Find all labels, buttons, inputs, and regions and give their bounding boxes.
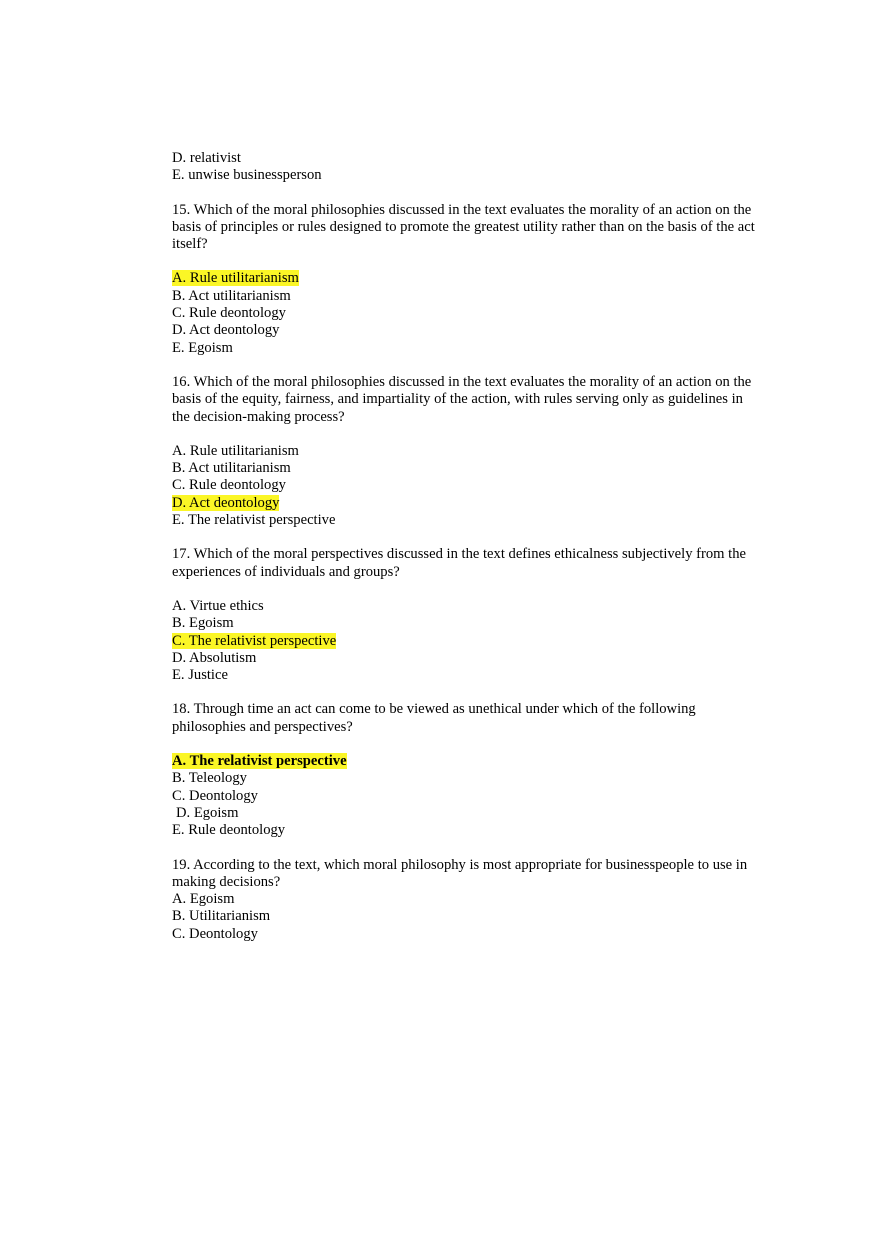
option-carryover-d: D. relativist (172, 150, 241, 166)
option-c: C. Rule deontology (172, 305, 286, 322)
spacer (172, 357, 762, 374)
option-a (172, 753, 762, 770)
spacer (172, 185, 762, 202)
question-text: 16. Which of the moral philosophies discussed in the text evaluates the morality of an action on the basis of the equity, fairness, and impartiality of the action, with rules serving only as guidelines in the decision-making process? (172, 373, 752, 425)
option-d: D. Act deontology (172, 322, 280, 339)
option-d (172, 495, 762, 512)
option-c: C. Rule deontology (172, 477, 286, 494)
highlighted-answer: D. Act deontology (172, 494, 280, 511)
question-text: 15. Which of the moral philosophies discussed in the text evaluates the morality of an action on the basis of principles or rules designed to promote the greatest utility rather than on the basis of the act itself? (172, 201, 755, 253)
option-c: C. Deontology (172, 787, 258, 804)
option-a: A. Rule utilitarianism (172, 442, 299, 459)
question-18 (172, 701, 762, 839)
option-c (172, 633, 762, 650)
spacer (172, 426, 762, 443)
option-b: B. Act utilitarianism (172, 287, 291, 304)
option-e: E. Egoism (172, 339, 233, 356)
option-a: A. Egoism (172, 891, 235, 908)
spacer (172, 253, 762, 270)
spacer (172, 840, 762, 857)
option-b: B. Utilitarianism (172, 908, 271, 925)
option-b: B. Egoism (172, 615, 234, 632)
question-19 (172, 857, 762, 943)
spacer (172, 529, 762, 546)
option-a (172, 270, 762, 287)
highlighted-answer: A. Rule utilitarianism (172, 270, 299, 287)
spacer (172, 581, 762, 598)
question-17 (172, 546, 762, 684)
question-text: 18. Through time an act can come to be viewed as unethical under which of the following philosophies and perspectives? (172, 701, 696, 735)
option-b: B. Act utilitarianism (172, 460, 291, 477)
option-e: E. Justice (172, 667, 228, 684)
option-b: B. Teleology (172, 770, 247, 787)
option-a: A. Virtue ethics (172, 597, 264, 614)
option-c: C. Deontology (172, 925, 258, 942)
highlighted-answer: C. The relativist perspective (172, 632, 337, 649)
question-16 (172, 374, 762, 529)
spacer (172, 684, 762, 701)
option-e: E. The relativist perspective (172, 512, 336, 529)
question-text: 17. Which of the moral perspectives discussed in the text defines ethicalness subjectively from the experiences of individuals and groups? (172, 546, 746, 580)
spacer (172, 736, 762, 753)
document-page (172, 150, 762, 943)
option-e: E. Rule deontology (172, 822, 286, 839)
question-text: 19. According to the text, which moral philosophy is most appropriate for businesspeople to use in making decisions? (172, 856, 748, 890)
option-carryover-e: E. unwise businessperson (172, 167, 322, 184)
highlighted-answer: A. The relativist perspective (172, 753, 347, 770)
option-d: D. Egoism (176, 804, 239, 821)
question-15 (172, 202, 762, 357)
option-d: D. Absolutism (172, 649, 257, 666)
